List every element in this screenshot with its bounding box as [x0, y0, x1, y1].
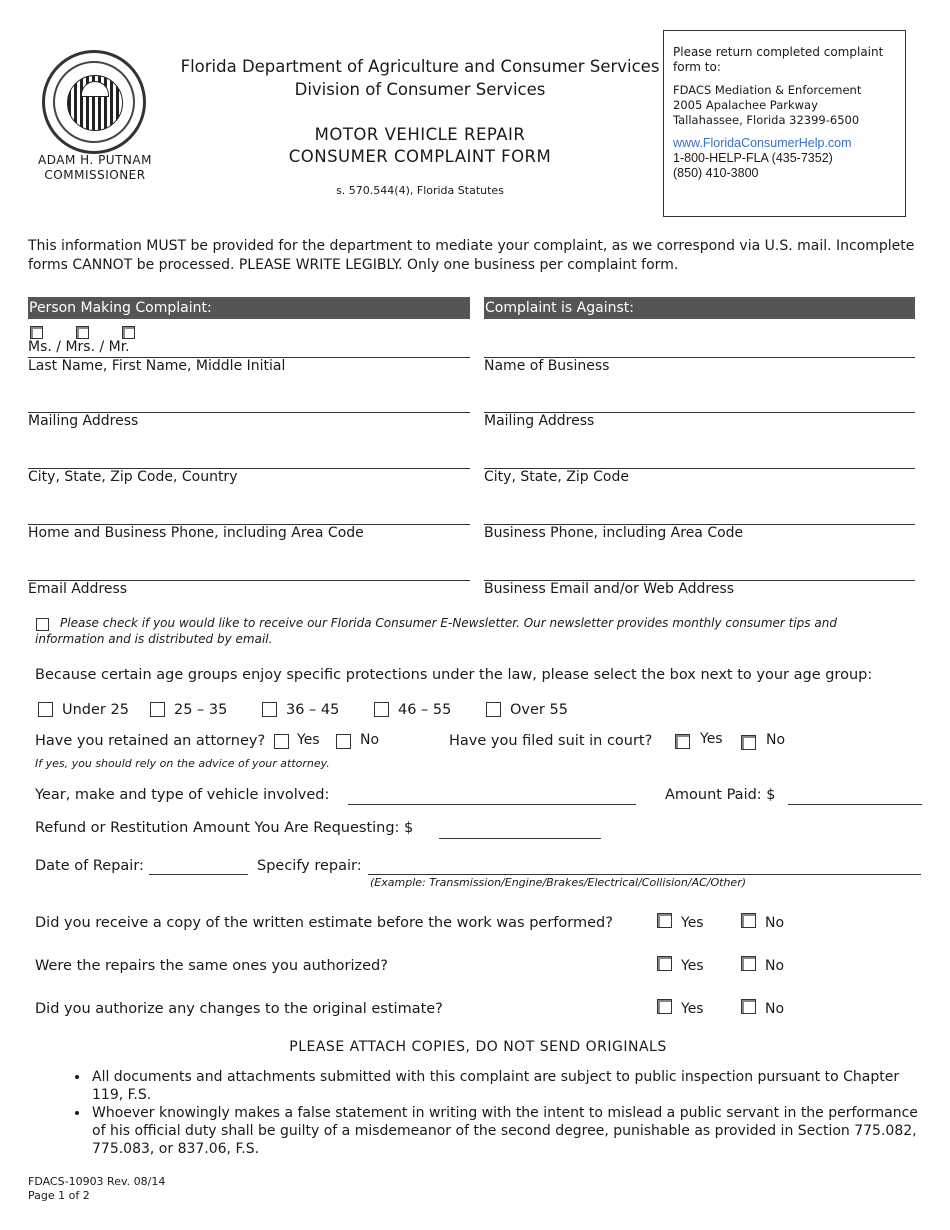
attorney-question: Have you retained an attorney?	[35, 733, 266, 749]
changes-no-checkbox[interactable]	[741, 999, 756, 1014]
business-email-label: Business Email and/or Web Address	[484, 581, 735, 597]
suit-yes-checkbox[interactable]	[675, 734, 690, 749]
suit-yes-label: Yes	[700, 731, 723, 747]
specify-repair-label: Specify repair:	[257, 858, 362, 874]
business-address-label: Mailing Address	[484, 413, 595, 429]
commissioner-title: COMMISSIONER	[44, 168, 146, 182]
complainant-phone-label: Home and Business Phone, including Area Code	[28, 525, 364, 541]
vehicle-label: Year, make and type of vehicle involved:	[35, 787, 330, 803]
newsletter-text-line2: information and is distributed by email.	[35, 632, 273, 646]
attorney-note: If yes, you should rely on the advice of your attorney.	[35, 757, 330, 770]
phone-local: (850) 410-3800	[673, 166, 759, 180]
age-under25-label: Under 25	[62, 702, 129, 718]
changes-question: Did you authorize any changes to the original estimate?	[35, 1001, 443, 1017]
complainant-name-label: Last Name, First Name, Middle Initial	[28, 358, 286, 374]
age-over55-label: Over 55	[510, 702, 568, 718]
phone-tollfree: 1-800-HELP-FLA (435-7352)	[673, 151, 833, 165]
age-46-55-checkbox[interactable]	[374, 702, 389, 717]
estimate-yes-checkbox[interactable]	[657, 913, 672, 928]
authorized-yes-checkbox[interactable]	[657, 956, 672, 971]
amount-paid-line[interactable]	[788, 804, 922, 805]
newsletter-text-line1: Please check if you would like to receive our Florida Consumer E-Newsletter. Our newsletter provides monthly consumer tips and	[60, 616, 837, 630]
refund-label: Refund or Restitution Amount You Are Requesting: $	[35, 820, 414, 836]
mrs-checkbox[interactable]	[76, 326, 89, 339]
attorney-yes-label: Yes	[297, 732, 320, 748]
authorized-no-checkbox[interactable]	[741, 956, 756, 971]
business-phone-label: Business Phone, including Area Code	[484, 525, 744, 541]
suit-no-label: No	[766, 732, 786, 748]
amount-paid-label: Amount Paid: $	[665, 787, 776, 803]
age-46-55-label: 46 – 55	[398, 702, 452, 718]
return-city: Tallahassee, Florida 32399-6500	[673, 113, 860, 127]
age-25-35-label: 25 – 35	[174, 702, 228, 718]
newsletter-checkbox[interactable]	[36, 618, 49, 631]
attach-heading: PLEASE ATTACH COPIES, DO NOT SEND ORIGINALS	[289, 1039, 667, 1055]
instructions-line2: forms CANNOT be processed. PLEASE WRITE LEGIBLY. Only one business per complaint form.	[28, 257, 679, 273]
specify-repair-line[interactable]	[368, 874, 921, 875]
vehicle-input-line[interactable]	[348, 804, 636, 805]
age-under25-checkbox[interactable]	[38, 702, 53, 717]
against-section-header: Complaint is Against:	[484, 297, 915, 319]
department-seal	[42, 50, 146, 154]
note-false-statement: • Whoever knowingly makes a false statement in writing with the intent to mislead a public servant in the performance of his official duty shall be guilty of a misdemeanor of the second degree, punishable as provided in Section 775.082, 775.083, or 837.06, F.S.	[90, 1104, 926, 1158]
age-36-45-label: 36 – 45	[286, 702, 340, 718]
salutation-label: Ms. / Mrs. / Mr.	[28, 339, 130, 355]
changes-no-label: No	[765, 1001, 785, 1017]
instructions-line1: This information MUST be provided for the department to mediate your complaint, as we correspond via U.S. mail. Incomplete	[28, 238, 915, 254]
business-city-label: City, State, Zip Code	[484, 469, 629, 485]
business-name-label: Name of Business	[484, 358, 610, 374]
page-number: Page 1 of 2	[28, 1189, 90, 1202]
complainant-section-header: Person Making Complaint:	[28, 297, 470, 319]
suit-question: Have you filed suit in court?	[449, 733, 653, 749]
complainant-address-label: Mailing Address	[28, 413, 139, 429]
form-title-line2: CONSUMER COMPLAINT FORM	[288, 147, 552, 166]
changes-yes-label: Yes	[681, 1001, 704, 1017]
department-name: Florida Department of Agriculture and Consumer Services	[180, 57, 660, 76]
return-address-box	[663, 30, 906, 217]
division-name: Division of Consumer Services	[294, 80, 546, 99]
complainant-city-label: City, State, Zip Code, Country	[28, 469, 238, 485]
form-title-line1: MOTOR VEHICLE REPAIR	[314, 125, 526, 144]
age-question: Because certain age groups enjoy specific protections under the law, please select the box next to your age group:	[35, 667, 873, 683]
age-25-35-checkbox[interactable]	[150, 702, 165, 717]
website-link[interactable]: www.FloridaConsumerHelp.com	[673, 136, 852, 150]
authorized-yes-label: Yes	[681, 958, 704, 974]
suit-no-checkbox[interactable]	[741, 735, 756, 750]
form-number: FDACS-10903 Rev. 08/14	[28, 1175, 166, 1188]
instructions	[28, 237, 923, 275]
statute-reference: s. 570.544(4), Florida Statutes	[336, 184, 504, 197]
commissioner-name: ADAM H. PUTNAM	[38, 153, 152, 167]
complainant-email-label: Email Address	[28, 581, 128, 597]
estimate-question: Did you receive a copy of the written estimate before the work was performed?	[35, 915, 613, 931]
return-intro: Please return completed complaint form to:	[673, 45, 884, 74]
note-public-inspection: • All documents and attachments submitted with this complaint are subject to public inspection pursuant to Chapter 119, F.S.	[90, 1068, 926, 1104]
changes-yes-checkbox[interactable]	[657, 999, 672, 1014]
return-street: 2005 Apalachee Parkway	[673, 98, 818, 112]
date-repair-line[interactable]	[149, 874, 248, 875]
authorized-no-label: No	[765, 958, 785, 974]
repair-example: (Example: Transmission/Engine/Brakes/Electrical/Collision/AC/Other)	[370, 876, 747, 889]
mr-checkbox[interactable]	[122, 326, 135, 339]
estimate-no-checkbox[interactable]	[741, 913, 756, 928]
ms-checkbox[interactable]	[30, 326, 43, 339]
attorney-no-label: No	[360, 732, 380, 748]
attorney-no-checkbox[interactable]	[336, 734, 351, 749]
date-repair-label: Date of Repair:	[35, 858, 144, 874]
age-over55-checkbox[interactable]	[486, 702, 501, 717]
authorized-question: Were the repairs the same ones you authorized?	[35, 958, 388, 974]
refund-line[interactable]	[439, 838, 601, 839]
attorney-yes-checkbox[interactable]	[274, 734, 289, 749]
estimate-no-label: No	[765, 915, 785, 931]
notes-list	[56, 1068, 926, 1158]
estimate-yes-label: Yes	[681, 915, 704, 931]
age-36-45-checkbox[interactable]	[262, 702, 277, 717]
return-org: FDACS Mediation & Enforcement	[673, 83, 862, 97]
